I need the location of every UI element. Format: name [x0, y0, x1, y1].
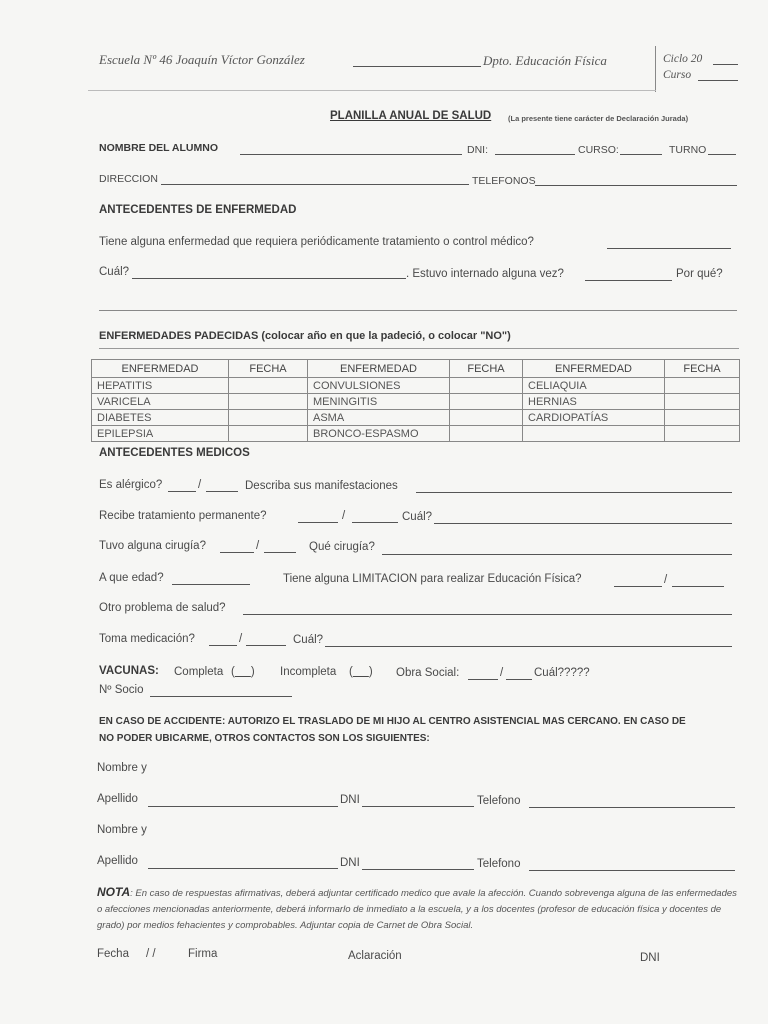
otro-problema-label: Otro problema de salud? [99, 602, 226, 614]
disease-cell: VARICELA [92, 394, 229, 410]
date-cell[interactable] [450, 426, 523, 442]
col-enfermedad: ENFERMEDAD [308, 360, 450, 378]
disease-cell [523, 426, 665, 442]
footer-dni-label: DNI [640, 952, 660, 964]
disease-cell: CARDIOPATÍAS [523, 410, 665, 426]
que-cirugia-label: Qué cirugía? [309, 541, 375, 553]
col-enfermedad: ENFERMEDAD [523, 360, 665, 378]
contacto1-apellido-field[interactable] [148, 806, 338, 807]
nombre-field[interactable] [240, 154, 462, 155]
slash: / [198, 479, 202, 491]
date-cell[interactable] [229, 426, 308, 442]
q-internado-label: . Estuvo internado alguna vez? [406, 268, 564, 280]
cirugia-si-field[interactable] [220, 552, 254, 553]
date-cell[interactable] [229, 394, 308, 410]
telefonos-label: TELEFONOS [472, 175, 536, 187]
date-cell[interactable] [229, 378, 308, 394]
col-enfermedad: ENFERMEDAD [92, 360, 229, 378]
curso-field-label: CURSO: [578, 144, 619, 156]
medicacion-no-field[interactable] [246, 645, 286, 646]
contacto2-nombre-label: Nombre y [97, 824, 147, 836]
disease-cell: HEPATITIS [92, 378, 229, 394]
q-porque-label: Por qué? [676, 268, 723, 280]
medicacion-cual-label: Cuál? [293, 634, 324, 646]
telefonos-field[interactable] [535, 185, 737, 186]
header-rule [88, 90, 656, 91]
diseases-table [91, 359, 740, 442]
table-row [92, 410, 740, 426]
accidente-line2: NO PODER UBICARME, OTROS CONTACTOS SON LOS SIGUIENTES: [99, 733, 430, 744]
disease-cell: CONVULSIONES [308, 378, 450, 394]
socio-field[interactable] [150, 696, 292, 697]
incompleta-label: Incompleta [280, 666, 337, 678]
table-header-row [92, 360, 740, 378]
contacto2-dni-field[interactable] [362, 869, 474, 870]
disease-cell: CELIAQUIA [523, 378, 665, 394]
header-divider [655, 46, 656, 92]
date-cell[interactable] [665, 394, 740, 410]
slash: / [342, 510, 346, 522]
table-row [92, 426, 740, 442]
col-fecha: FECHA [229, 360, 308, 378]
contacto1-nombre-label: Nombre y [97, 762, 147, 774]
tratamiento-si-field[interactable] [298, 522, 338, 523]
limitacion-label: Tiene alguna LIMITACION para realizar Educación Física? [283, 573, 582, 585]
vacunas-label: VACUNAS: [99, 665, 159, 677]
medicos-heading: ANTECEDENTES MEDICOS [99, 447, 250, 459]
contacto1-telefono-label: Telefono [477, 795, 521, 807]
medicacion-label: Toma medicación? [99, 633, 195, 645]
school-name: Escuela Nº 46 Joaquín Víctor González [99, 52, 305, 67]
porque-field[interactable] [99, 310, 737, 311]
fecha-label: Fecha [97, 948, 129, 960]
contacto1-dni-field[interactable] [362, 806, 474, 807]
contacto2-telefono-field[interactable] [529, 870, 735, 871]
disease-cell: BRONCO-ESPASMO [308, 426, 450, 442]
contacto1-dni-label: DNI [340, 794, 360, 806]
contacto2-dni-label: DNI [340, 857, 360, 869]
otro-problema-field[interactable] [243, 614, 732, 615]
edad-label: A que edad? [99, 572, 164, 584]
completa-check[interactable]: ( ) [231, 666, 255, 678]
manifestaciones-field[interactable] [416, 492, 732, 493]
medicacion-si-field[interactable] [209, 645, 237, 646]
direccion-field[interactable] [161, 184, 469, 185]
ciclo-field[interactable] [713, 64, 738, 65]
firma-label: Firma [188, 948, 218, 960]
alergico-no-field[interactable] [206, 491, 238, 492]
fecha-slashes[interactable]: / / [146, 948, 156, 960]
antecedentes-heading: ANTECEDENTES DE ENFERMEDAD [99, 204, 297, 216]
nota-text: : En caso de respuestas afirmativas, deberá adjuntar certificado medico que avale la afección. Cuando sobrevenga alguna de las enfermedades o afecciones mencionadas anteriormente, deberá informarlo de inmediato a la escuela, y a los docentes (profesor de educación física y docentes de grado) por medios fehacientes y comprobables. Adjuntar copia de Carnet de Obra Social. [97, 888, 737, 931]
slash: / [664, 574, 668, 586]
q-cual-label: Cuál? [99, 266, 130, 278]
turno-label: TURNO [669, 144, 707, 156]
disease-cell: MENINGITIS [308, 394, 450, 410]
nota-paragraph [97, 884, 737, 934]
contacto1-telefono-field[interactable] [529, 807, 735, 808]
completa-label: Completa [174, 666, 224, 678]
curso-field[interactable] [698, 80, 738, 81]
q-internado-field[interactable] [585, 280, 672, 281]
limitacion-no-field[interactable] [672, 586, 724, 587]
tratamiento-cual-field[interactable] [434, 523, 732, 524]
title-note: (La presente tiene carácter de Declaración Jurada) [508, 114, 689, 123]
date-cell[interactable] [665, 410, 740, 426]
direccion-label: DIRECCION [99, 173, 158, 185]
dni-field[interactable] [495, 154, 575, 155]
nota-label: NOTA [97, 885, 131, 899]
disease-cell: HERNIAS [523, 394, 665, 410]
slash: / [239, 633, 243, 645]
department: Dpto. Educación Física [483, 53, 607, 68]
slash: / [500, 667, 504, 679]
disease-cell: EPILEPSIA [92, 426, 229, 442]
curso-input[interactable] [620, 154, 662, 155]
socio-label: Nº Socio [99, 684, 144, 696]
aclaracion-label: Aclaración [348, 950, 402, 962]
obra-social-no-field[interactable] [506, 679, 532, 680]
ciclo-label: Ciclo 20 [663, 53, 703, 65]
date-cell[interactable] [665, 378, 740, 394]
table-row [92, 394, 740, 410]
padecidas-heading: ENFERMEDADES PADECIDAS (colocar año en que la padeció, o colocar "NO") [99, 330, 511, 342]
tratamiento-cual-label: Cuál? [402, 511, 433, 523]
tratamiento-label: Recibe tratamiento permanente? [99, 510, 267, 522]
padecidas-rule [99, 348, 739, 349]
alergico-label: Es alérgico? [99, 479, 163, 491]
manifestaciones-label: Describa sus manifestaciones [245, 480, 398, 492]
nombre-label: NOMBRE DEL ALUMNO [99, 142, 218, 154]
que-cirugia-field[interactable] [382, 554, 732, 555]
contacto1-apellido-label: Apellido [97, 793, 138, 805]
date-cell[interactable] [665, 426, 740, 442]
accidente-line1: EN CASO DE ACCIDENTE: AUTORIZO EL TRASLADO DE MI HIJO AL CENTRO ASISTENCIAL MAS CERCANO. EN CASO DE [99, 716, 686, 727]
contacto2-telefono-label: Telefono [477, 858, 521, 870]
col-fecha: FECHA [450, 360, 523, 378]
curso-label: Curso [663, 69, 692, 81]
alergico-si-field[interactable] [168, 491, 196, 492]
obra-social-si-field[interactable] [468, 679, 498, 680]
form-title: PLANILLA ANUAL DE SALUD [330, 110, 492, 122]
disease-cell: DIABETES [92, 410, 229, 426]
medicacion-cual-field[interactable] [325, 646, 732, 647]
q-tratamiento: Tiene alguna enfermedad que requiera periódicamente tratamiento o control médico? [99, 236, 534, 248]
q-tratamiento-field[interactable] [607, 248, 731, 249]
school-line [353, 66, 481, 67]
date-cell[interactable] [229, 410, 308, 426]
obra-social-label: Obra Social: [396, 667, 460, 679]
table-row [92, 378, 740, 394]
turno-field[interactable] [708, 154, 736, 155]
obra-cual-label: Cuál????? [534, 667, 590, 679]
dni-label: DNI: [467, 144, 488, 156]
tratamiento-no-field[interactable] [352, 522, 398, 523]
cirugia-label: Tuvo alguna cirugía? [99, 540, 206, 552]
contacto2-apellido-field[interactable] [148, 868, 338, 869]
limitacion-si-field[interactable] [614, 586, 662, 587]
date-cell[interactable] [450, 410, 523, 426]
contacto2-apellido-label: Apellido [97, 855, 138, 867]
date-cell[interactable] [450, 394, 523, 410]
col-fecha: FECHA [665, 360, 740, 378]
incompleta-check[interactable]: ( ) [349, 666, 373, 678]
disease-cell: ASMA [308, 410, 450, 426]
slash: / [256, 540, 260, 552]
date-cell[interactable] [450, 378, 523, 394]
q-cual-field[interactable] [132, 278, 406, 279]
edad-field[interactable] [172, 584, 250, 585]
cirugia-no-field[interactable] [264, 552, 296, 553]
